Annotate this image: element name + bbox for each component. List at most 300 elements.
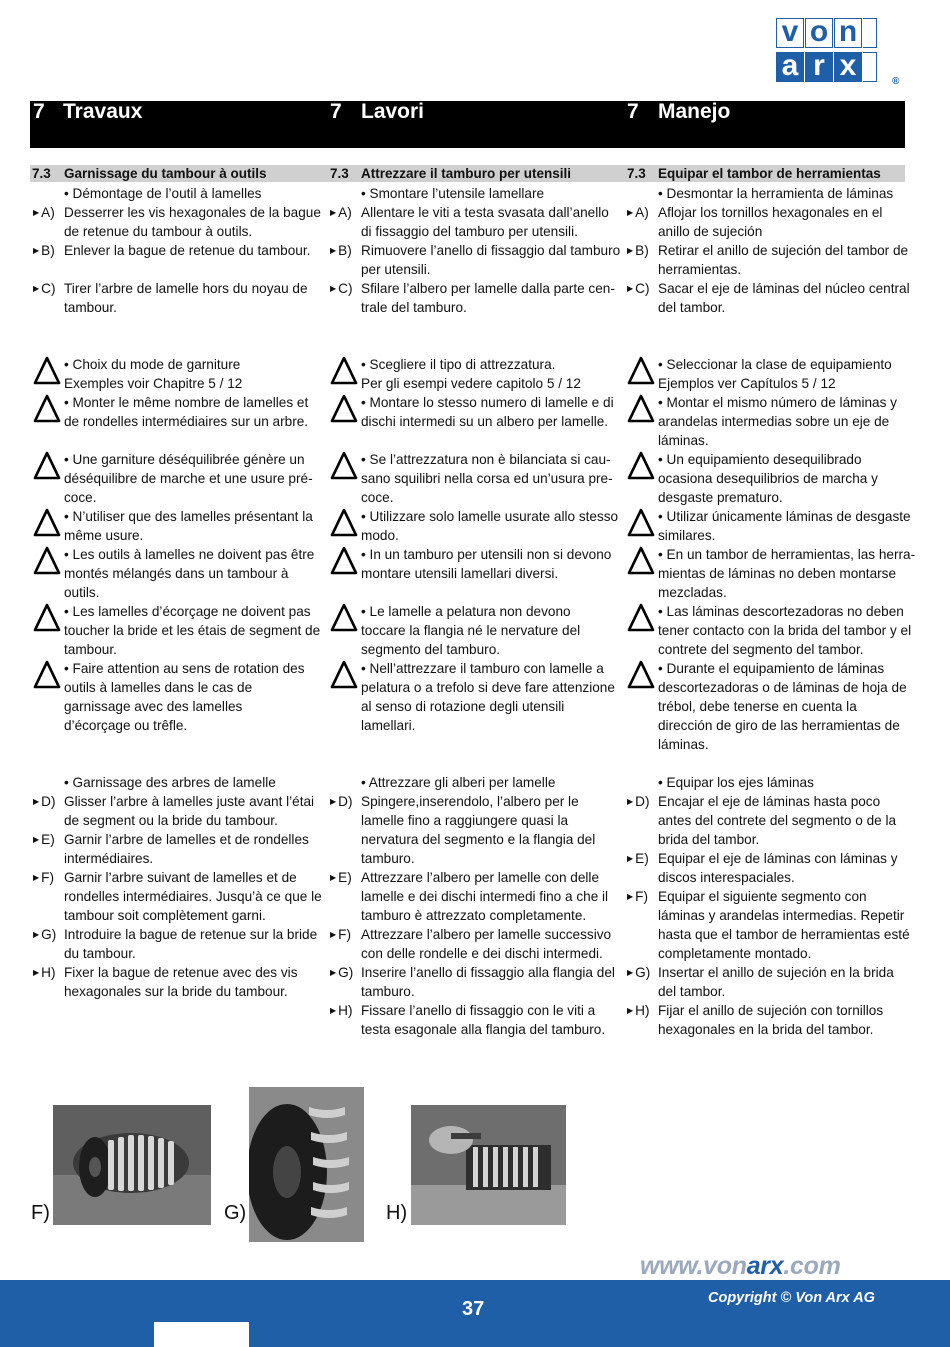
section-title-it: Attrezzare il tamburo per utensili: [361, 166, 572, 181]
arrow-right-icon: ▶: [627, 284, 634, 293]
text-line: hexagonales en la brida del tambor.: [658, 1022, 874, 1037]
text-line: tamburo è attrezzato completamente.: [361, 908, 587, 923]
logo-letter: n: [834, 18, 862, 48]
text-line: modo.: [361, 528, 399, 543]
logo-letter: r: [805, 52, 833, 82]
arrow-right-icon: ▶: [33, 835, 40, 844]
warning-triangle-icon: [33, 660, 63, 690]
instruction-step: [627, 279, 910, 317]
bullet-heading: [33, 184, 305, 203]
warning-item: [33, 659, 305, 735]
warning-item: [627, 659, 907, 754]
warning-triangle-icon: [330, 451, 360, 481]
step-letter: D): [338, 794, 353, 809]
text-line: Attrezzare l’albero per lamelle con delle: [361, 870, 600, 885]
text-line: montés mélangés dans un tambour à: [64, 566, 289, 581]
warning-triangle-icon: [33, 394, 63, 424]
arrow-right-icon: ▶: [627, 854, 634, 863]
text-line: Exemples voir Chapitre 5 / 12: [64, 376, 243, 391]
instruction-step: [627, 792, 899, 849]
step-letter: G): [41, 927, 57, 942]
es-disassembly-block: [627, 184, 910, 317]
text-line: Encajar el eje de láminas hasta poco: [658, 794, 881, 809]
step-label: [330, 241, 361, 260]
page-number: 37: [462, 1298, 485, 1320]
text-line: desgaste prematuro.: [658, 490, 783, 505]
warning-item: [330, 355, 602, 393]
text-line: Equipar el siguiente segmento con: [658, 889, 867, 904]
warning-item: [33, 355, 305, 393]
text-line: discos interespaciales.: [658, 870, 795, 885]
instruction-step: [33, 241, 311, 260]
warning-triangle-icon: [627, 508, 657, 538]
text-line: completamente montado.: [658, 946, 812, 961]
instruction-step: [330, 1001, 606, 1039]
arrow-right-icon: ▶: [33, 930, 40, 939]
logo-letter: x: [834, 52, 862, 82]
photo-drum-flange: [249, 1087, 364, 1242]
fr-disassembly-block: [33, 184, 321, 317]
text-line: Fixer la bague de retenue avec des vis: [64, 965, 298, 980]
step-label: [627, 279, 658, 298]
text-line: láminas.: [658, 433, 709, 448]
spacer: [33, 260, 305, 279]
text-line: tambour soit complètement garni.: [64, 908, 266, 923]
chapter-number-es: 7: [627, 100, 639, 123]
step-letter: B): [338, 243, 352, 258]
instruction-step: [33, 792, 315, 830]
text-line: testa esagonale alla flangia del tamburo.: [361, 1022, 606, 1037]
text-line: toccare la flangia né le nervature del: [361, 623, 581, 638]
text-line: • Smontare l’utensile lamellare: [361, 186, 545, 201]
text-line: segmento del tamburo.: [361, 642, 501, 657]
warning-item: [627, 545, 916, 602]
step-letter: C): [635, 281, 650, 296]
logo-letter: a: [776, 52, 804, 82]
step-label: [33, 279, 64, 298]
arrow-right-icon: ▶: [330, 873, 337, 882]
text-line: • Utilizar únicamente láminas de desgaste: [658, 509, 911, 524]
step-letter: A): [338, 205, 352, 220]
instruction-step: [627, 963, 899, 1001]
step-letter: E): [41, 832, 55, 847]
text-line: Tirer l’arbre de lamelle hors du noyau de: [64, 281, 308, 296]
text-line: hexagonales sur la bride du tambour.: [64, 984, 288, 999]
step-label: [627, 887, 658, 906]
step-label: [627, 849, 658, 868]
arrow-right-icon: ▶: [627, 1006, 634, 1015]
warning-item: [33, 507, 313, 545]
it-disassembly-block: [330, 184, 621, 317]
step-label: [33, 963, 64, 982]
text-line: arandelas intermedias sobre un eje de: [658, 414, 890, 429]
step-letter: G): [635, 965, 651, 980]
bullet-heading: [330, 184, 602, 203]
warning-triangle-icon: [330, 394, 360, 424]
warning-item: [627, 393, 899, 450]
arrow-right-icon: ▶: [627, 246, 634, 255]
section-title-es: Equipar el tambor de herramientas: [658, 166, 881, 181]
instruction-step: [330, 279, 615, 317]
arrow-right-icon: ▶: [330, 208, 337, 217]
text-line: descortezadoras o de láminas de hoja de: [658, 680, 907, 695]
step-letter: B): [41, 243, 55, 258]
chapter-number-fr: 7: [33, 100, 45, 123]
text-line: du tambour.: [64, 946, 136, 961]
instruction-step: [330, 241, 621, 279]
arrow-right-icon: ▶: [330, 246, 337, 255]
step-label: [330, 792, 361, 811]
step-letter: F): [41, 870, 54, 885]
instruction-step: [33, 279, 308, 317]
text-line: • Monter le même nombre de lamelles et: [64, 395, 309, 410]
chapter-title-fr: Travaux: [63, 100, 143, 123]
instruction-step: [627, 849, 899, 887]
text-line: Per gli esempi vedere capitolo 5 / 12: [361, 376, 581, 391]
text-line: Spingere,inserendolo, l’albero per le: [361, 794, 579, 809]
text-line: • Montar el mismo número de láminas y: [658, 395, 897, 410]
logo-letter: v: [776, 18, 804, 48]
step-letter: D): [41, 794, 56, 809]
arrow-right-icon: ▶: [627, 797, 634, 806]
text-line: Glisser l’arbre à lamelles juste avant l’étai: [64, 794, 315, 809]
step-label: [330, 868, 361, 887]
chapter-header: [30, 101, 905, 148]
warning-triangle-icon: [33, 508, 63, 538]
warning-item: [33, 602, 321, 659]
website-url[interactable]: [640, 1252, 841, 1281]
step-label: [330, 963, 361, 982]
text-line: • Démontage de l’outil à lamelles: [64, 186, 262, 201]
step-label: [330, 203, 361, 222]
warning-item: [330, 602, 602, 659]
text-line: Garnir l’arbre de lamelles et de rondelles: [64, 832, 309, 847]
text-line: • Les lamelles d’écorçage ne doivent pas: [64, 604, 311, 619]
step-label: [627, 1001, 658, 1020]
step-label: [33, 868, 64, 887]
text-line: • Une garniture déséquilibrée génère un: [64, 452, 305, 467]
text-line: • Scegliere il tipo di attrezzatura.: [361, 357, 556, 372]
text-line: tamburo.: [361, 851, 415, 866]
text-line: Aflojar los tornillos hexagonales en el: [658, 205, 883, 220]
photo-drum-assembled: [53, 1105, 211, 1225]
text-line: tambour.: [64, 300, 117, 315]
text-line: Allentare le viti a testa svasata dall’anello: [361, 205, 609, 220]
registered-mark: ®: [892, 76, 900, 87]
step-label: [33, 792, 64, 811]
text-line: • Las láminas descortezadoras no deben: [658, 604, 904, 619]
warning-item: [627, 507, 911, 545]
step-label: [330, 279, 361, 298]
text-line: del tambor.: [658, 300, 726, 315]
text-line: mientas de láminas no deben montarse: [658, 566, 897, 581]
warning-item: [330, 545, 612, 583]
step-letter: E): [338, 870, 352, 885]
step-label: [627, 241, 658, 260]
step-letter: H): [41, 965, 56, 980]
text-line: láminas.: [658, 737, 709, 752]
instruction-step: [33, 203, 321, 241]
step-label: [627, 792, 658, 811]
instruction-step: [330, 963, 615, 1001]
text-line: lamelle fino a raggiungere quasi la: [361, 813, 569, 828]
warning-item: [627, 355, 899, 393]
text-line: • Montare lo stesso numero di lamelle e di: [361, 395, 614, 410]
warning-triangle-icon: [330, 356, 360, 386]
spacer: [330, 431, 602, 450]
warning-item: [330, 507, 619, 545]
website-url-post: .com: [783, 1252, 841, 1280]
warning-triangle-icon: [627, 394, 657, 424]
bullet-heading: [33, 773, 305, 792]
text-line: • Nell’attrezzare il tamburo con lamelle a: [361, 661, 604, 676]
text-line: Sfilare l’albero per lamelle dalla parte cen-: [361, 281, 615, 296]
section-number-it: 7.3: [330, 166, 349, 181]
text-line: trébol, debe tenerse en cuenta la: [658, 699, 857, 714]
text-line: coce.: [361, 490, 394, 505]
spacer: [33, 431, 305, 450]
arrow-right-icon: ▶: [33, 797, 40, 806]
step-letter: A): [41, 205, 55, 220]
chapter-title-es: Manejo: [658, 100, 731, 123]
warning-triangle-icon: [330, 603, 360, 633]
text-line: Enlever la bague de retenue du tambour.: [64, 243, 311, 258]
text-line: lamellari.: [361, 718, 416, 733]
warning-triangle-icon: [33, 451, 63, 481]
text-line: • Garnissage des arbres de lamelle: [64, 775, 276, 790]
warning-triangle-icon: [330, 660, 360, 690]
text-line: • En un tambor de herramientas, las herra-: [658, 547, 916, 562]
warning-triangle-icon: [627, 451, 657, 481]
arrow-right-icon: ▶: [627, 968, 634, 977]
bullet-heading: [627, 184, 899, 203]
instruction-step: [33, 925, 318, 963]
text-line: Desserrer les vis hexagonales de la bague: [64, 205, 321, 220]
instruction-step: [627, 1001, 899, 1039]
step-letter: B): [635, 243, 649, 258]
warning-triangle-icon: [33, 603, 63, 633]
step-letter: C): [338, 281, 353, 296]
section-number-fr: 7.3: [32, 166, 51, 181]
instruction-step: [330, 792, 602, 868]
bullet-heading: [330, 773, 602, 792]
fr-warnings-block: [33, 355, 321, 735]
instruction-step: [33, 963, 305, 1001]
chapter-number-it: 7: [330, 100, 342, 123]
text-line: con delle rondelle e dei dischi intermedi.: [361, 946, 603, 961]
warning-item: [33, 545, 315, 602]
warning-triangle-icon: [33, 356, 63, 386]
text-line: Garnir l’arbre suivant de lamelles et de: [64, 870, 297, 885]
text-line: de rondelles intermédiaires sur un arbre.: [64, 414, 309, 429]
text-line: de segment ou la bride du tambour.: [64, 813, 278, 828]
text-line: • N’utiliser que des lamelles présentant la: [64, 509, 313, 524]
step-letter: D): [635, 794, 650, 809]
step-letter: A): [635, 205, 649, 220]
arrow-right-icon: ▶: [33, 246, 40, 255]
text-line: per utensili.: [361, 262, 431, 277]
warning-triangle-icon: [330, 546, 360, 576]
text-line: tener contacto con la brida del tambor y el: [658, 623, 912, 638]
warning-item: [627, 450, 899, 507]
text-line: de retenue du tambour à outils.: [64, 224, 253, 239]
text-line: nervatura del segmento e la flangia del: [361, 832, 596, 847]
text-line: toucher la bride et les étais de segment de: [64, 623, 321, 638]
text-line: • In un tamburo per utensili non si devono: [361, 547, 612, 562]
instruction-step: [33, 830, 309, 868]
warning-triangle-icon: [33, 546, 63, 576]
website-url-brand: arx: [746, 1252, 784, 1280]
fr-assembly-block: [33, 773, 322, 1001]
step-letter: H): [635, 1003, 650, 1018]
text-line: Fijar el anillo de sujeción con tornillos: [658, 1003, 884, 1018]
logo-cell: [863, 18, 877, 48]
step-letter: E): [635, 851, 649, 866]
text-line: dischi intermedi su un albero per lamelle.: [361, 414, 609, 429]
text-line: garnissage avec des lamelles: [64, 699, 243, 714]
bullet-heading: [627, 773, 899, 792]
text-line: láminas y arandelas intermedias. Repetir: [658, 908, 905, 923]
text-line: hasta que el tambor de herramientas esté: [658, 927, 910, 942]
text-line: • Equipar los ejes láminas: [658, 775, 814, 790]
photo-label-f: F): [31, 1202, 50, 1224]
section-number-es: 7.3: [627, 166, 646, 181]
step-label: [33, 830, 64, 849]
text-line: Sacar el eje de láminas del núcleo central: [658, 281, 910, 296]
es-assembly-block: [627, 773, 910, 1039]
warning-item: [33, 393, 309, 431]
text-line: outils.: [64, 585, 100, 600]
text-line: Introduire la bague de retenue sur la bride: [64, 927, 318, 942]
step-letter: F): [338, 927, 351, 942]
step-label: [33, 241, 64, 260]
text-line: • Seleccionar la clase de equipamiento: [658, 357, 892, 372]
warning-triangle-icon: [627, 546, 657, 576]
section-header: [30, 165, 905, 182]
text-line: Equipar el eje de láminas con láminas y: [658, 851, 898, 866]
text-line: outils à lamelles dans le cas de: [64, 680, 253, 695]
text-line: • Se l’attrezzatura non è bilanciata si cau-: [361, 452, 611, 467]
instruction-step: [627, 203, 899, 241]
website-url-pre: www.von: [640, 1252, 747, 1280]
arrow-right-icon: ▶: [33, 284, 40, 293]
it-warnings-block: [330, 355, 619, 735]
text-line: dirección de giro de las herramientas de: [658, 718, 900, 733]
arrow-right-icon: ▶: [330, 930, 337, 939]
logo-cell: [863, 52, 877, 82]
it-assembly-block: [330, 773, 615, 1039]
copyright: Copyright © Von Arx AG: [708, 1290, 875, 1306]
instruction-step: [627, 887, 910, 963]
text-line: coce.: [64, 490, 97, 505]
text-line: del tambor.: [658, 984, 726, 999]
logo-letter: o: [805, 18, 833, 48]
text-line: d’écorçage ou trêfle.: [64, 718, 188, 733]
text-line: montare utensili lamellari diversi.: [361, 566, 559, 581]
text-line: anillo de sujeción: [658, 224, 763, 239]
text-line: mezcladas.: [658, 585, 727, 600]
text-line: • Durante el equipamiento de láminas: [658, 661, 885, 676]
text-line: di fissaggio del tamburo per utensili.: [361, 224, 578, 239]
warning-triangle-icon: [627, 660, 657, 690]
text-line: al senso di rotazione degli utensili: [361, 699, 565, 714]
step-label: [627, 963, 658, 982]
es-warnings-block: [627, 355, 916, 754]
text-line: Insertar el anillo de sujeción en la brida: [658, 965, 894, 980]
step-letter: H): [338, 1003, 353, 1018]
text-line: • Choix du mode de garniture: [64, 357, 241, 372]
step-label: [330, 1001, 361, 1020]
text-line: Ejemplos ver Capítulos 5 / 12: [658, 376, 836, 391]
step-letter: C): [41, 281, 56, 296]
text-line: • Attrezzare gli alberi per lamelle: [361, 775, 556, 790]
text-line: • Un equipamiento desequilibrado: [658, 452, 862, 467]
photo-label-h: H): [386, 1202, 408, 1224]
photo-fixing-ring: [411, 1105, 566, 1225]
arrow-right-icon: ▶: [330, 968, 337, 977]
warning-triangle-icon: [627, 356, 657, 386]
warning-item: [627, 602, 912, 659]
text-line: • Faire attention au sens de rotation des: [64, 661, 305, 676]
step-label: [33, 203, 64, 222]
text-line: • Utilizzare solo lamelle usurate allo stesso: [361, 509, 619, 524]
warning-item: [330, 393, 614, 431]
warning-triangle-icon: [330, 508, 360, 538]
arrow-right-icon: ▶: [330, 284, 337, 293]
text-line: Attrezzare l’albero per lamelle successivo: [361, 927, 612, 942]
text-line: Inserire l’anello di fissaggio alla flangia del: [361, 965, 615, 980]
footer-white-box: [154, 1322, 249, 1347]
step-letter: F): [635, 889, 648, 904]
photo-label-g: G): [224, 1202, 247, 1224]
instruction-step: [330, 868, 609, 925]
text-line: • Desmontar la herramienta de láminas: [658, 186, 894, 201]
step-label: [330, 925, 361, 944]
text-line: intermédiaires.: [64, 851, 154, 866]
arrow-right-icon: ▶: [330, 797, 337, 806]
arrow-right-icon: ▶: [627, 892, 634, 901]
text-line: • Le lamelle a pelatura non devono: [361, 604, 571, 619]
text-line: lamelle e dei dischi intermedi fino a che il: [361, 889, 609, 904]
arrow-right-icon: ▶: [33, 968, 40, 977]
text-line: Retirar el anillo de sujeción del tambor de: [658, 243, 909, 258]
text-line: sano squilibri nella corsa ed un’usura pre-: [361, 471, 613, 486]
step-label: [33, 925, 64, 944]
warning-item: [330, 450, 613, 507]
arrow-right-icon: ▶: [33, 208, 40, 217]
text-line: tamburo.: [361, 984, 415, 999]
text-line: Rimuovere l’anello di fissaggio dal tamburo: [361, 243, 621, 258]
arrow-right-icon: ▶: [627, 208, 634, 217]
text-line: tambour.: [64, 642, 117, 657]
instruction-step: [330, 925, 612, 963]
instruction-step: [330, 203, 609, 241]
text-line: antes del contrete del segmento o de la: [658, 813, 897, 828]
text-line: même usure.: [64, 528, 144, 543]
step-label: [627, 203, 658, 222]
chapter-title-it: Lavori: [361, 100, 425, 123]
text-line: Fissare l’anello di fissaggio con le viti a: [361, 1003, 596, 1018]
text-line: herramientas.: [658, 262, 742, 277]
warning-item: [330, 659, 615, 735]
arrow-right-icon: ▶: [33, 873, 40, 882]
section-title-fr: Garnissage du tambour à outils: [64, 166, 267, 181]
warning-triangle-icon: [627, 603, 657, 633]
text-line: • Les outils à lamelles ne doivent pas être: [64, 547, 315, 562]
arrow-right-icon: ▶: [330, 1006, 337, 1015]
text-line: brida del tambor.: [658, 832, 760, 847]
instruction-step: [627, 241, 909, 279]
